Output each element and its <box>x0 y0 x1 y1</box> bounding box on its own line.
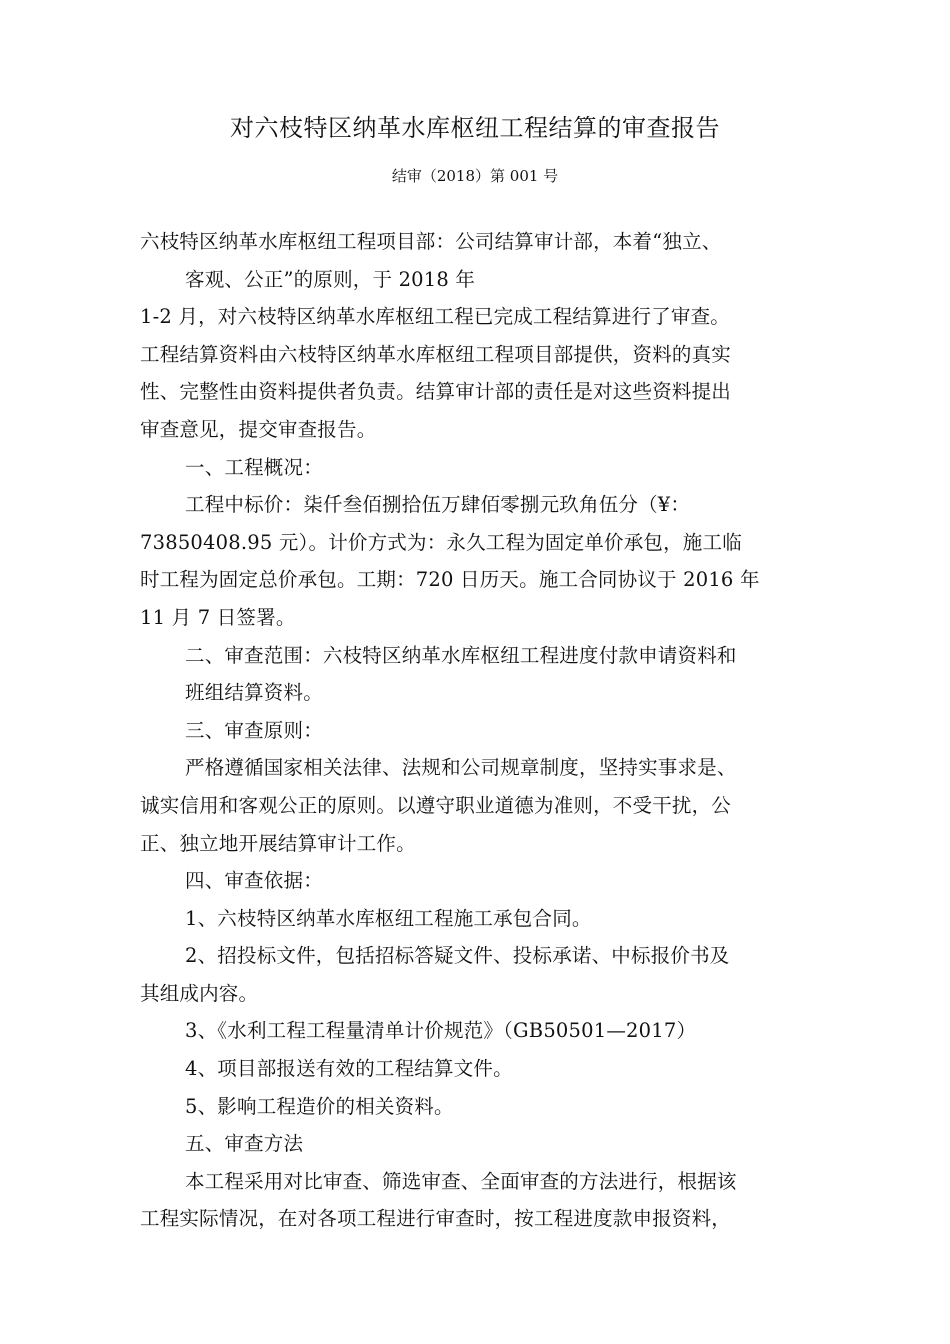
paragraph-line: 正、独立地开展结算审计工作。 <box>140 831 416 855</box>
section-heading: 三、审查原则： <box>185 718 323 742</box>
paragraph-line: 审查意见，提交审查报告。 <box>140 417 377 441</box>
section-heading: 五、审查方法 <box>185 1132 304 1156</box>
list-item: 3、《水利工程工程量清单计价规范》（GB50501—2017） <box>185 1019 697 1043</box>
paragraph-line: 1-2 月，对六枝特区纳革水库枢纽工程已完成工程结算进行了审查。 <box>140 305 731 329</box>
paragraph-line: 班组结算资料。 <box>185 681 323 705</box>
section-heading: 四、审查依据： <box>185 869 323 893</box>
paragraph-line: 工程结算资料由六枝特区纳革水库枢纽工程项目部提供，资料的真实 <box>140 342 732 366</box>
paragraph-line: 11 月 7 日签署。 <box>140 605 296 629</box>
paragraph-line: 客观、公正”的原则，于 2018 年 <box>185 267 476 291</box>
section-heading: 二、审查范围：六枝特区纳革水库枢纽工程进度付款申请资料和 <box>185 643 737 667</box>
list-item: 5、影响工程造价的相关资料。 <box>185 1094 454 1118</box>
document-body <box>140 223 840 1238</box>
section-heading: 一、工程概况： <box>185 455 323 479</box>
paragraph-line: 本工程采用对比审查、筛选审查、全面审查的方法进行，根据该 <box>185 1169 737 1193</box>
paragraph-line: 六枝特区纳革水库枢纽工程项目部：公司结算审计部，本着“独立、 <box>140 230 722 253</box>
paragraph-line: 工程实际情况，在对各项工程进行审查时，按工程进度款申报资料， <box>140 1207 732 1231</box>
paragraph-line: 性、完整性由资料提供者负责。结算审计部的责任是对这些资料提出 <box>140 380 732 404</box>
paragraph-line: 严格遵循国家相关法律、法规和公司规章制度，坚持实事求是、 <box>185 756 737 780</box>
list-item: 2、招投标文件，包括招标答疑文件、投标承诺、中标报价书及 <box>185 944 730 968</box>
document-title: 对六枝特区纳革水库枢纽工程结算的审查报告 <box>230 114 720 142</box>
document-number: 结审（2018）第 001 号 <box>391 167 559 185</box>
paragraph-line: 诚实信用和客观公正的原则。以遵守职业道德为准则，不受干扰，公 <box>140 793 732 817</box>
paragraph-line: 时工程为固定总价承包。工期：720 日历天。施工合同协议于 2016 年 <box>140 568 760 592</box>
paragraph-line: 工程中标价：柒仟叁佰捌拾伍万肆佰零捌元玖角伍分（¥： <box>185 493 691 517</box>
paragraph-line: 73850408.95 元）。计价方式为：永久工程为固定单价承包，施工临 <box>140 530 742 554</box>
list-item-continuation: 其组成内容。 <box>140 981 259 1005</box>
list-item: 4、项目部报送有效的工程结算文件。 <box>185 1057 513 1081</box>
list-item: 1、六枝特区纳革水库枢纽工程施工承包合同。 <box>185 906 592 930</box>
